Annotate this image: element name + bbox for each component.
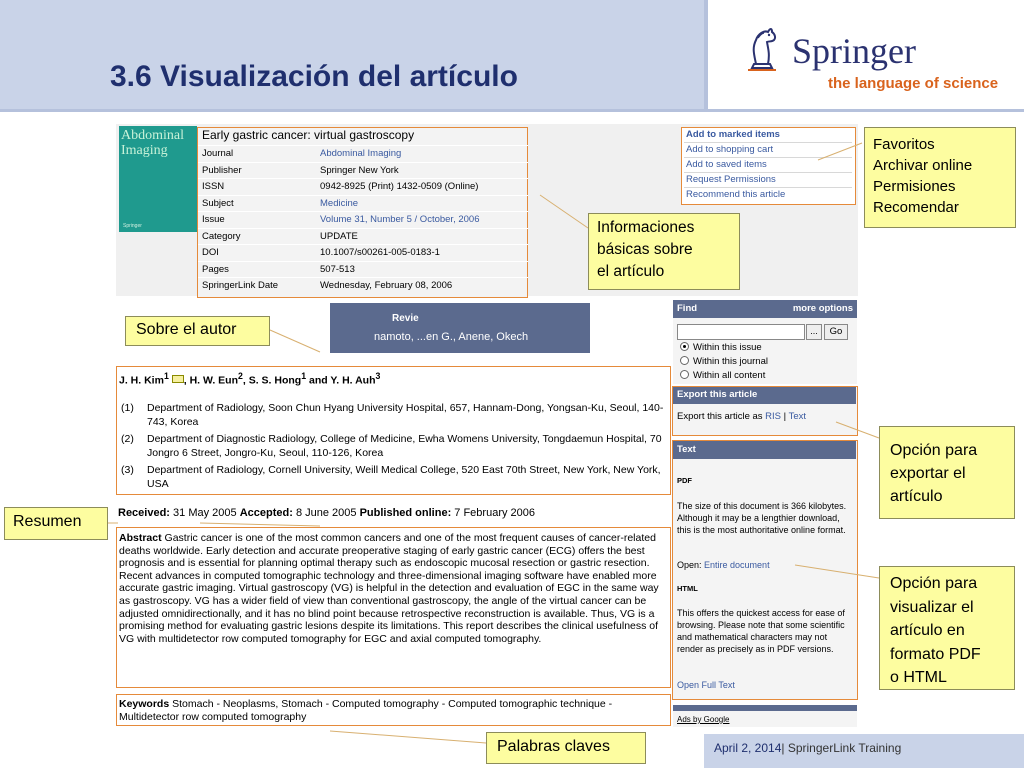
callout-line: Permisiones bbox=[873, 178, 956, 195]
meta-value: UPDATE bbox=[320, 230, 358, 242]
radio-label: Within this journal bbox=[693, 356, 768, 367]
pdf-open-line bbox=[677, 559, 855, 571]
callout-line: formato PDF bbox=[890, 645, 981, 663]
meta-row-journal bbox=[198, 145, 528, 161]
radio-label: Within this issue bbox=[693, 342, 762, 353]
export-prefix: Export this article as bbox=[677, 411, 766, 422]
affiliation-number: (1) bbox=[121, 402, 134, 414]
callout-line: el artículo bbox=[597, 263, 665, 280]
abstract-section bbox=[116, 527, 671, 688]
meta-value: 10.1007/s00261-005-0183-1 bbox=[320, 247, 440, 258]
cover-publisher: Springer bbox=[123, 223, 142, 229]
keywords-label: Keywords bbox=[119, 698, 170, 710]
publication-dates bbox=[118, 507, 535, 519]
open-full-text-link[interactable]: Open Full Text bbox=[677, 680, 735, 690]
radio-selected-icon[interactable] bbox=[680, 342, 689, 351]
subject-link[interactable]: Medicine bbox=[320, 197, 359, 209]
pdf-label: PDF bbox=[677, 476, 692, 485]
review-banner[interactable] bbox=[330, 303, 590, 353]
journal-link[interactable]: Abdominal Imaging bbox=[320, 148, 402, 159]
request-permissions-link[interactable]: Request Permissions bbox=[686, 174, 776, 185]
meta-key: Issue bbox=[202, 214, 225, 225]
affiliation-number: (3) bbox=[121, 464, 134, 476]
springer-logo-name: Springer bbox=[792, 31, 916, 71]
keywords-body: Stomach - Neoplasms, Stomach - Computed tomography - Computed tomographic technique - Multidetector row computed tomography bbox=[119, 698, 613, 723]
callout-line: exportar el bbox=[890, 465, 966, 482]
slide-title: 3.6 Visualización del artículo bbox=[110, 60, 518, 93]
issue-link[interactable]: Volume 31, Number 5 / October, 2006 bbox=[320, 214, 480, 225]
find-panel-header bbox=[673, 300, 857, 318]
leader-sobre-autor bbox=[270, 330, 320, 352]
export-panel-header bbox=[673, 387, 856, 404]
review-banner-title: Revie bbox=[392, 313, 419, 324]
leader-resumen-2 bbox=[200, 523, 320, 526]
keywords-text bbox=[119, 698, 670, 723]
article-title: Early gastric cancer: virtual gastroscopy bbox=[202, 128, 415, 142]
divider bbox=[684, 142, 852, 143]
open-prefix: Open: bbox=[677, 560, 705, 570]
received-date: 31 May 2005 bbox=[169, 507, 240, 519]
meta-key: ISSN bbox=[202, 181, 225, 192]
find-options-button[interactable]: ... bbox=[806, 324, 822, 340]
accepted-date: 8 June 2005 bbox=[292, 507, 360, 519]
meta-key: Publisher bbox=[202, 164, 242, 176]
received-label: Received: bbox=[118, 507, 170, 519]
divider bbox=[684, 187, 852, 188]
meta-row-pages bbox=[198, 261, 528, 277]
cover-title: Abdominal Imaging bbox=[121, 128, 184, 158]
abstract-text bbox=[119, 532, 670, 645]
callout-line: Favoritos bbox=[873, 136, 935, 153]
callout-line: Archivar online bbox=[873, 157, 973, 174]
radio-within-issue[interactable] bbox=[680, 342, 762, 353]
callout-line: Informaciones bbox=[597, 219, 695, 236]
published-label: Published online: bbox=[359, 507, 452, 519]
meta-key: Pages bbox=[202, 263, 229, 275]
authors-section bbox=[116, 366, 671, 495]
find-search-input[interactable] bbox=[677, 324, 805, 340]
radio-icon[interactable] bbox=[680, 356, 689, 365]
author-name[interactable]: J. H. Kim bbox=[119, 374, 164, 387]
footer bbox=[714, 741, 901, 755]
author-name[interactable]: and Y. H. Auh bbox=[306, 374, 376, 387]
author-index: 1 bbox=[301, 371, 307, 381]
callout-line: Opción para bbox=[890, 575, 978, 592]
meta-value: Wednesday, February 08, 2006 bbox=[320, 280, 453, 291]
add-to-shopping-cart-link[interactable]: Add to shopping cart bbox=[686, 144, 774, 155]
abstract-body: Gastric cancer is one of the most common cancers and one of the most frequent causes of cancer-related deaths worldwide. Early detection and accurate preoperative staging of early gastric cancer (ECG) offers the best prognosis and is essential for planning optimal therapy such as endoscopic mucosal resection or gastric resection. Recent advances in computed tomographic technology and three-dimensional imaging software have enabled more accurate gastric imaging. Virtual gastroscopy (VG) is helpful in the detection and evaluation of EGC in the same way as gastroscopy. VG has a wider field of view than conventional gastroscopy, the angle of the virtual cancer can be adjusted omnidirectionally, and it has no blind point because retrospective reconstruction is available. Thus, VG is a promising method for evaluating gastric lesions despite its limitations. This report describes the clinical usefulness of VG with multidetector row computed tomography for EGC and axial computed tomography. bbox=[119, 532, 659, 645]
callout-sobre-autor: Sobre el autor bbox=[125, 316, 270, 346]
meta-row-doi bbox=[198, 244, 528, 260]
divider bbox=[684, 172, 852, 173]
meta-value: 507-513 bbox=[320, 263, 355, 275]
callout-visualizar bbox=[879, 566, 1015, 690]
published-date: 7 February 2006 bbox=[451, 507, 536, 519]
radio-label: Within all content bbox=[693, 370, 766, 381]
journal-cover-image[interactable] bbox=[119, 126, 197, 232]
leader-palabras bbox=[330, 731, 486, 743]
meta-row-category bbox=[198, 228, 528, 244]
meta-row-issue bbox=[198, 211, 528, 227]
meta-row-subject bbox=[198, 195, 528, 211]
export-text-link[interactable]: Text bbox=[788, 411, 807, 422]
author-index: 1 bbox=[163, 371, 169, 381]
meta-row-publisher bbox=[198, 162, 528, 178]
fulltext-panel-header bbox=[673, 441, 856, 459]
export-title: Export this article bbox=[677, 389, 758, 400]
callout-line: artículo bbox=[890, 488, 943, 505]
fulltext-panel bbox=[672, 440, 858, 700]
ads-by-google-link[interactable]: Ads by Google bbox=[677, 715, 730, 724]
affiliation-text: Department of Radiology, Cornell University, Weill Medical College, 520 East 70th Street, New York, New York, USA bbox=[147, 464, 661, 490]
author-index: 3 bbox=[375, 371, 381, 381]
author-name[interactable]: , S. S. Hong bbox=[242, 374, 302, 387]
article-info-table bbox=[197, 127, 528, 298]
callout-line: artículo en bbox=[890, 622, 965, 639]
meta-key: Category bbox=[202, 230, 241, 242]
find-go-button[interactable]: Go bbox=[824, 324, 848, 340]
find-title: Find bbox=[677, 303, 698, 314]
review-banner-names: namoto, ...en G., Anene, Okech bbox=[374, 331, 529, 343]
affiliation-number: (2) bbox=[121, 433, 134, 445]
slide-header-band bbox=[0, 0, 704, 112]
callout-line: básicas sobre bbox=[597, 241, 693, 258]
fulltext-title: Text bbox=[677, 444, 696, 455]
html-description: This offers the quickest access for ease of browsing. Please note that some scientific and mathematical characters may not render as precisely as in PDF versions. bbox=[677, 608, 845, 654]
export-separator: | bbox=[781, 411, 789, 422]
divider bbox=[684, 157, 852, 158]
meta-key: SpringerLink Date bbox=[202, 280, 279, 291]
callout-line: visualizar el bbox=[890, 598, 974, 616]
author-name[interactable]: , H. W. Eun bbox=[183, 374, 238, 387]
callout-informaciones bbox=[588, 213, 740, 290]
affiliation-1 bbox=[121, 401, 669, 429]
callout-line: Opción para bbox=[890, 442, 978, 459]
springer-tagline: the language of science bbox=[828, 75, 999, 92]
keywords-section bbox=[116, 694, 671, 726]
author-index: 2 bbox=[237, 371, 243, 381]
callout-palabras-claves: Palabras claves bbox=[486, 732, 646, 764]
ads-bar bbox=[673, 705, 857, 727]
affiliation-3 bbox=[121, 463, 669, 491]
add-to-saved-items-link[interactable]: Add to saved items bbox=[686, 159, 767, 170]
footer-label: | SpringerLink Training bbox=[781, 741, 902, 755]
meta-key: Subject bbox=[202, 197, 234, 209]
callout-resumen: Resumen bbox=[4, 507, 108, 540]
email-icon[interactable] bbox=[172, 375, 184, 383]
meta-value: Springer New York bbox=[320, 164, 399, 176]
meta-key: Journal bbox=[202, 148, 234, 159]
springer-horse-logo-icon bbox=[742, 24, 780, 72]
callout-line: Recomendar bbox=[873, 199, 959, 216]
meta-key: DOI bbox=[202, 247, 219, 258]
add-to-marked-items-link[interactable]: Add to marked items bbox=[686, 129, 780, 140]
callout-favoritos bbox=[864, 127, 1016, 228]
affiliation-text: Department of Radiology, Soon Chun Hyang University Hospital, 657, Hannam-Dong, Yongsan-Ku, Seoul, 140-743, Korea bbox=[147, 402, 664, 428]
html-label: HTML bbox=[677, 584, 698, 593]
abstract-label: Abstract bbox=[119, 532, 162, 544]
recommend-article-link[interactable]: Recommend this article bbox=[686, 189, 786, 200]
meta-row-issn bbox=[198, 178, 528, 194]
open-entire-document-link[interactable]: Entire document bbox=[704, 560, 770, 570]
export-options bbox=[677, 411, 806, 422]
callout-line: o HTML bbox=[890, 669, 947, 686]
more-options-link[interactable]: more options bbox=[792, 303, 853, 314]
meta-value: 0942-8925 (Print) 1432-0509 (Online) bbox=[320, 181, 479, 192]
author-list bbox=[119, 371, 380, 387]
export-panel bbox=[672, 386, 858, 436]
footer-date: April 2, 2014 bbox=[714, 741, 782, 755]
affiliation-text: Department of Diagnostic Radiology, College of Medicine, Ewha Womens University, Tongdaemun Hospital, 70 Jongro 6 Street, Jongro-Ku, Seoul, 110-126, Korea bbox=[147, 433, 662, 459]
affiliation-2 bbox=[121, 432, 669, 460]
pdf-description: The size of this document is 366 kilobytes. Although it may be a lengthier download, this is the most authoritative online format. bbox=[677, 501, 847, 535]
accepted-label: Accepted: bbox=[239, 507, 293, 519]
radio-within-journal[interactable] bbox=[680, 356, 768, 367]
article-actions-menu bbox=[681, 127, 856, 205]
export-ris-link[interactable]: RIS bbox=[765, 411, 782, 422]
callout-exportar bbox=[879, 426, 1015, 519]
meta-row-springerlink-date bbox=[198, 277, 528, 293]
radio-within-all-content[interactable] bbox=[680, 370, 765, 381]
radio-icon[interactable] bbox=[680, 370, 689, 379]
